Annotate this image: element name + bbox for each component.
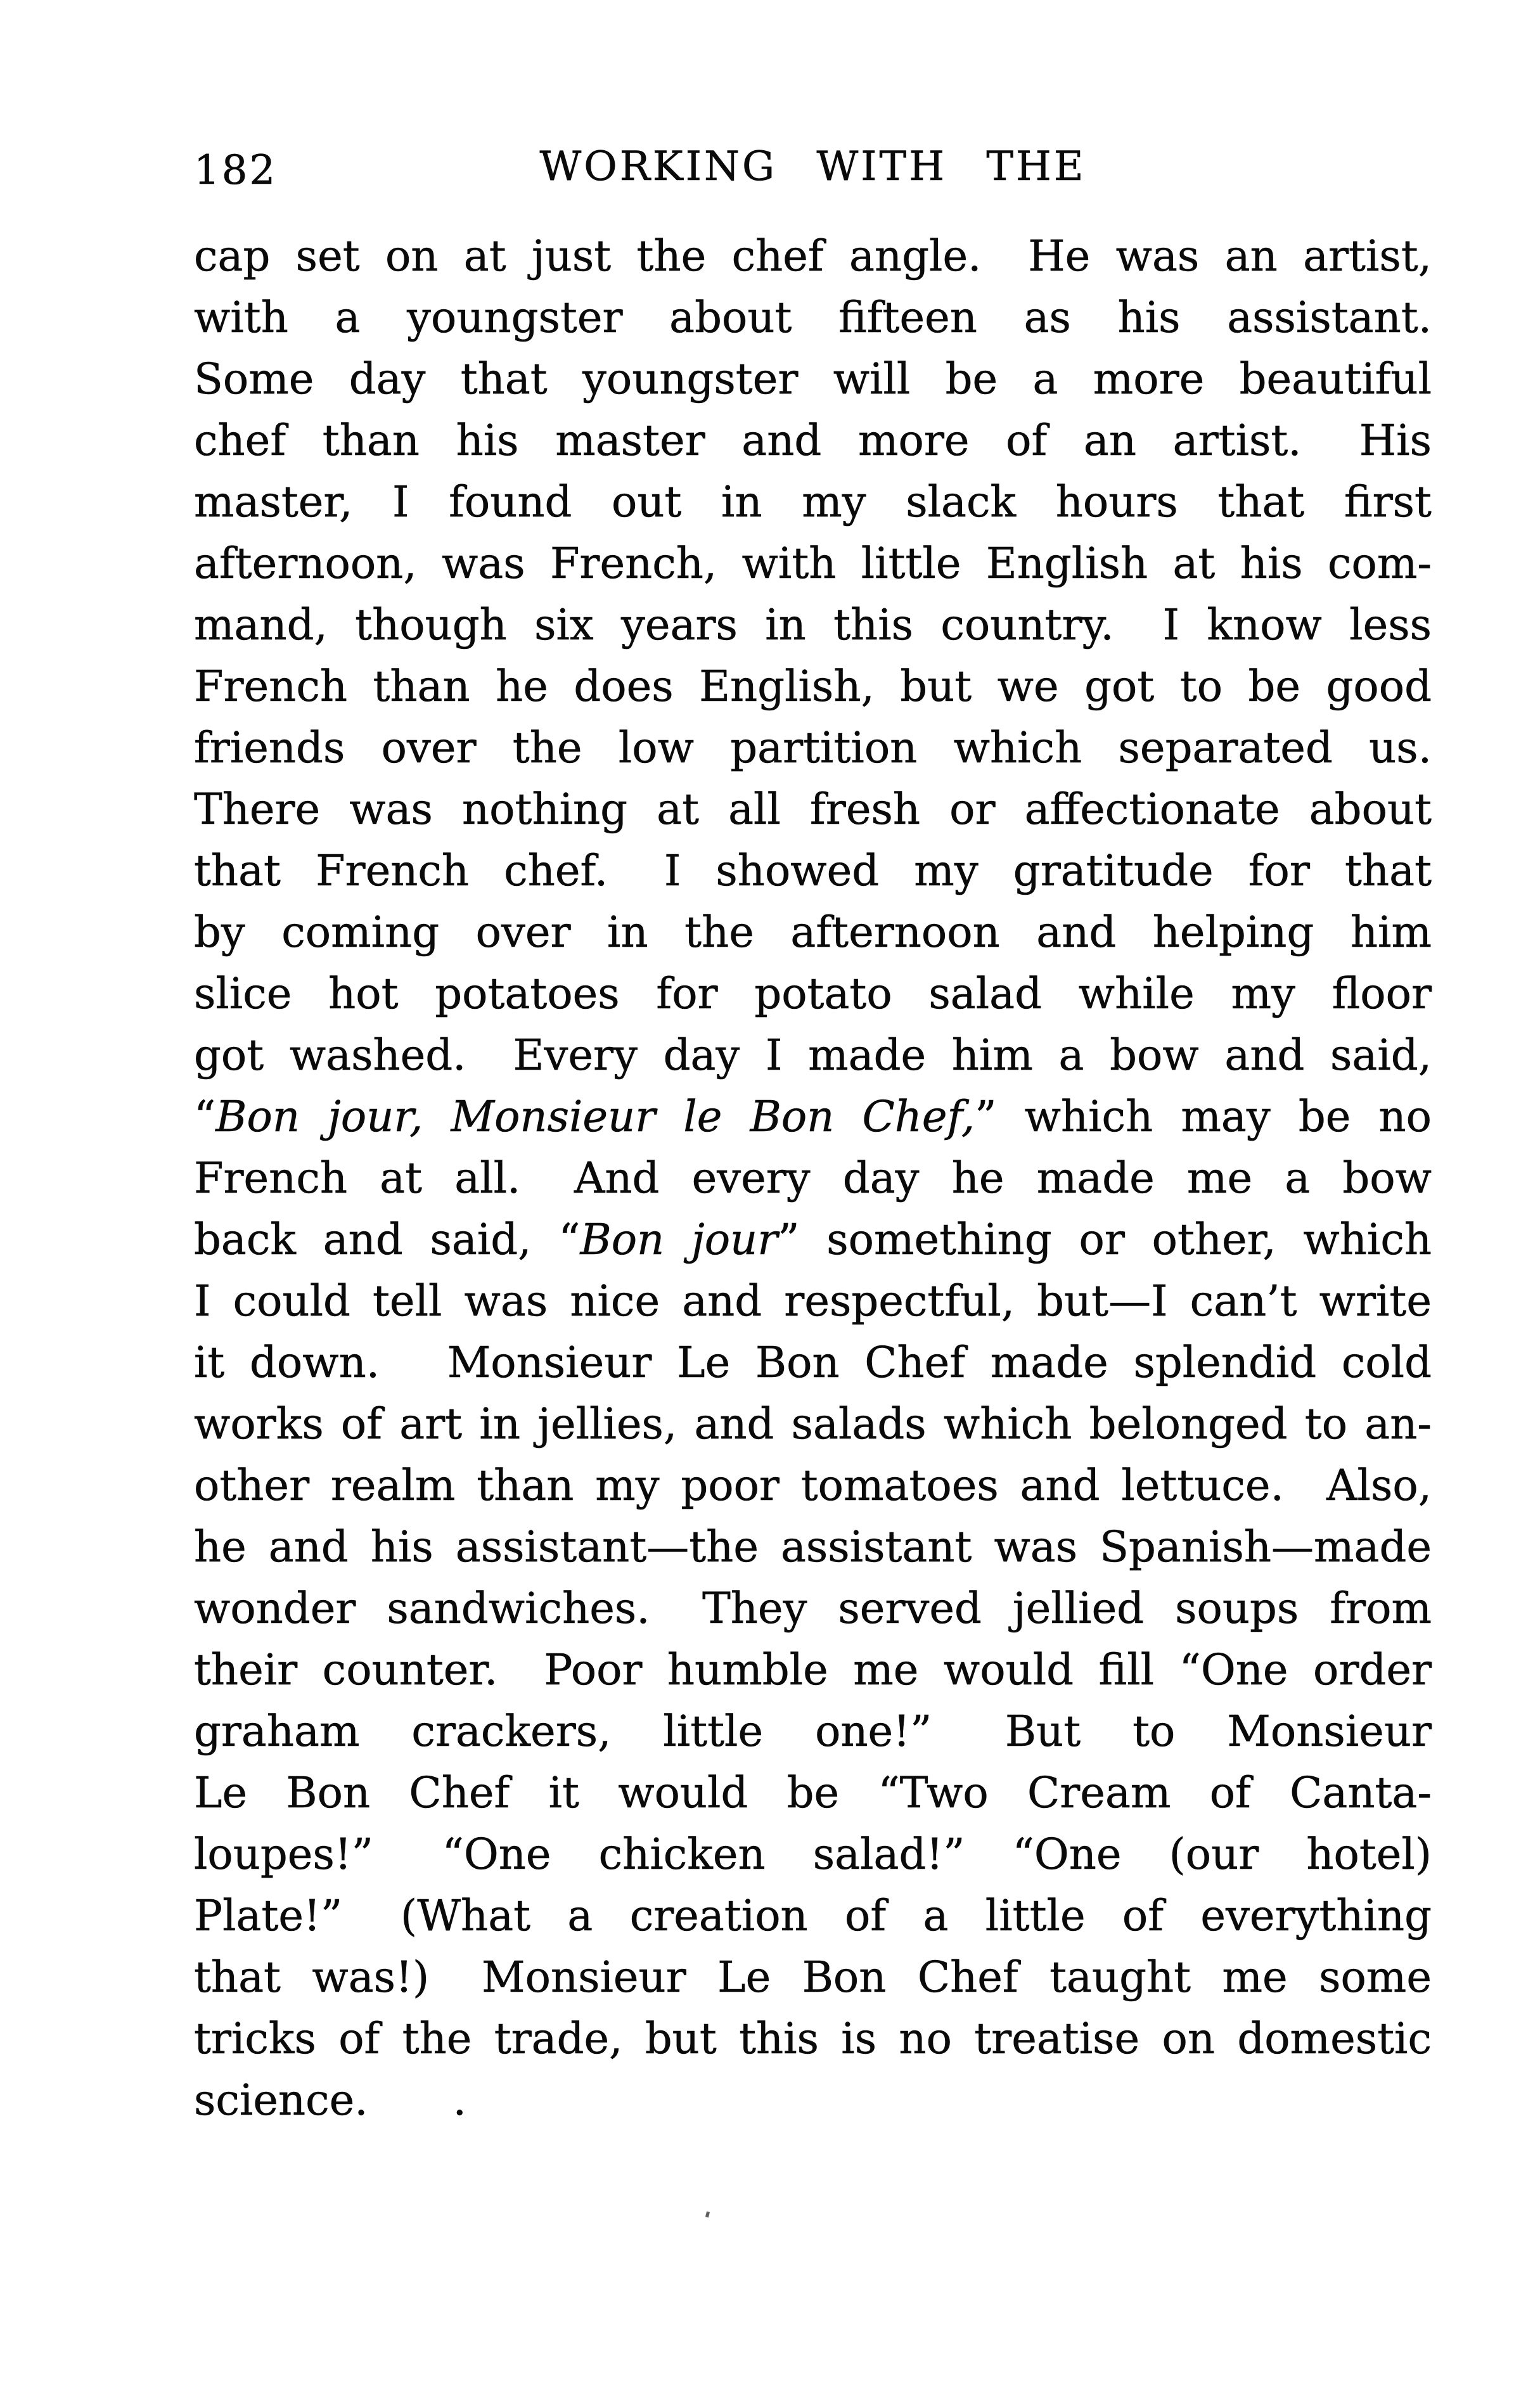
text-line: loupes!” “One chicken salad!” “One (our hotel) xyxy=(194,1829,1432,1879)
text-line: their counter. Poor humble me would fill “One order xyxy=(194,1645,1432,1695)
text-line: other realm than my poor tomatoes and lettuce. Also, xyxy=(194,1461,1432,1510)
text-line: friends over the low partition which separated us. xyxy=(194,723,1432,772)
text-line: slice hot potatoes for potato salad while my floor xyxy=(194,969,1432,1018)
text-line: science. . xyxy=(194,2075,466,2125)
text-line: Le Bon Chef it would be “Two Cream of Canta- xyxy=(194,1768,1432,1817)
text-line: got washed. Every day I made him a bow and said, xyxy=(194,1030,1432,1080)
text-line: tricks of the trade, but this is no treatise on domestic xyxy=(194,2014,1432,2063)
scan-speck xyxy=(705,2212,710,2218)
page-header xyxy=(194,143,1432,198)
text-line: French at all. And every day he made me a bow xyxy=(194,1153,1432,1203)
text-line: chef than his master and more of an artist. His xyxy=(194,416,1432,465)
text-line: works of art in jellies, and salads which belonged to an- xyxy=(194,1399,1432,1449)
text-line: graham crackers, little one!” But to Monsieur xyxy=(194,1707,1432,1756)
text-line: wonder sandwiches. They served jellied soups from xyxy=(194,1584,1432,1633)
text-line: he and his assistant—the assistant was Spanish—made xyxy=(194,1522,1432,1572)
text-line: Some day that youngster will be a more beautiful xyxy=(194,354,1432,404)
running-header: WORKING WITH THE xyxy=(539,143,1086,190)
text-line: “Bon jour, Monsieur le Bon Chef,” which may be no xyxy=(194,1092,1432,1141)
text-line: by coming over in the afternoon and helping him xyxy=(194,907,1432,957)
text-line: There was nothing at all fresh or affectionate about xyxy=(194,785,1432,834)
text-line: that was!) Monsieur Le Bon Chef taught me some xyxy=(194,1952,1432,2002)
text-line: Plate!” (What a creation of a little of everything xyxy=(194,1891,1432,1940)
text-line: master, I found out in my slack hours that first xyxy=(194,477,1432,527)
text-line: French than he does English, but we got to be good xyxy=(194,662,1432,711)
text-block xyxy=(194,226,1432,2131)
text-line: with a youngster about fifteen as his assistant. xyxy=(194,293,1432,342)
text-line: back and said, “Bon jour” something or other, which xyxy=(194,1215,1432,1264)
text-line: it down. Monsieur Le Bon Chef made splendid cold xyxy=(194,1338,1432,1387)
page-number: 182 xyxy=(194,147,278,194)
text-line: that French chef. I showed my gratitude for that xyxy=(194,846,1432,895)
text-line: mand, though six years in this country. I know less xyxy=(194,600,1432,650)
text-line: afternoon, was French, with little English at his com- xyxy=(194,539,1432,588)
text-line: cap set on at just the chef angle. He was an artist, xyxy=(194,231,1432,281)
text-line: I could tell was nice and respectful, but—I can’t write xyxy=(194,1276,1432,1326)
